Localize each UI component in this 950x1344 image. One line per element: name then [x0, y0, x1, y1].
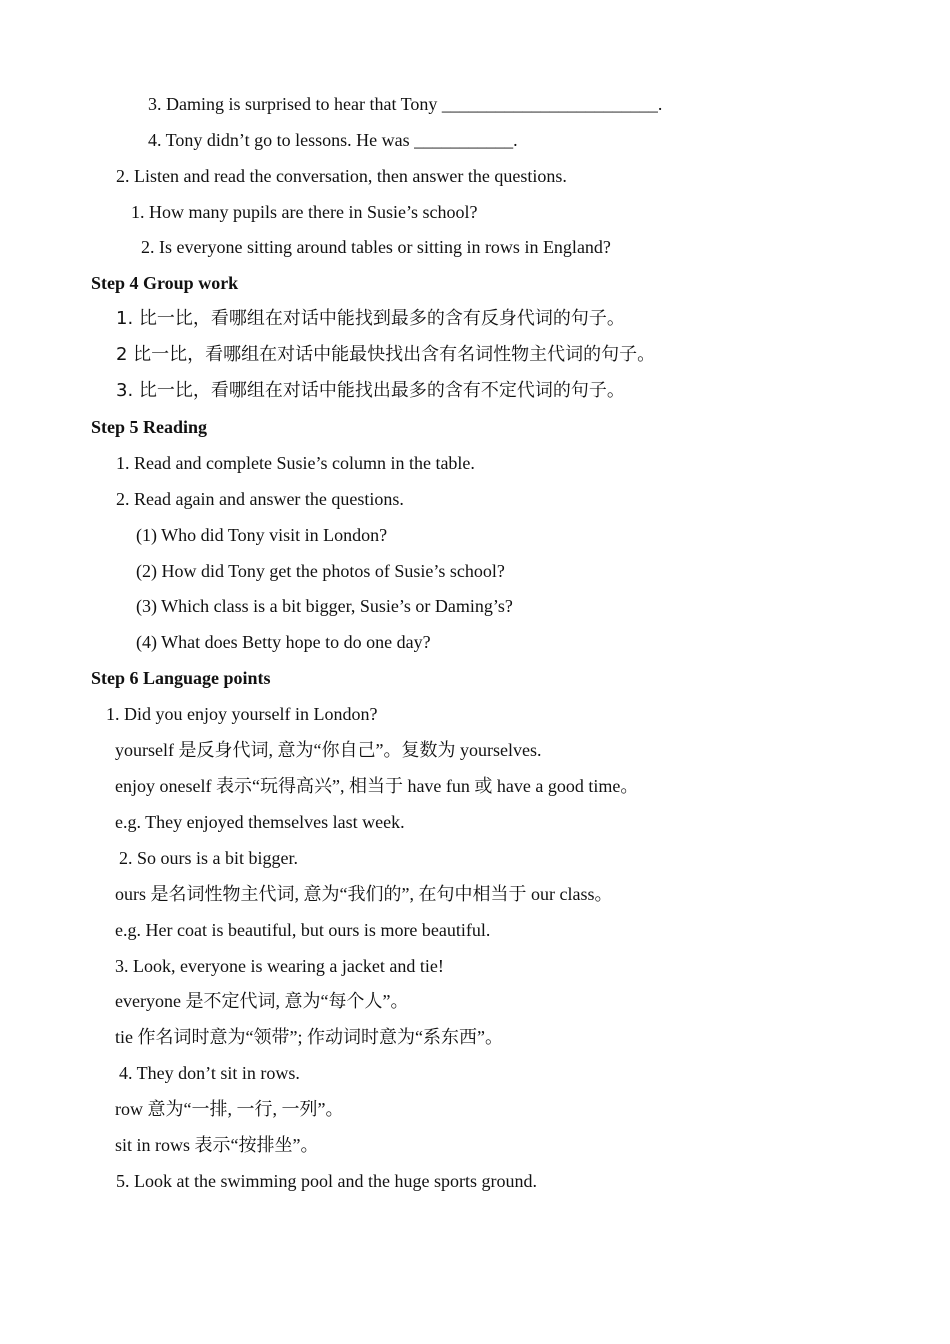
group-task-1: 1. 比一比，看哪组在对话中能找到最多的含有反身代词的句子。	[116, 308, 625, 329]
step-4-heading: Step 4 Group work	[91, 273, 239, 293]
reading-question-4: (4) What does Betty hope to do one day?	[136, 632, 431, 652]
language-point-5: 5. Look at the swimming pool and the huge sports ground.	[116, 1171, 537, 1191]
reading-task-2: 2. Read again and answer the questions.	[116, 489, 404, 509]
question-2: 2. Is everyone sitting around tables or sitting in rows in England?	[141, 237, 611, 257]
exercise-item-4: 4. Tony didn’t go to lessons. He was ___________.	[148, 130, 518, 150]
reading-question-1: (1) Who did Tony visit in London?	[136, 525, 388, 545]
step-5-heading: Step 5 Reading	[91, 417, 208, 437]
language-point-2: 2. So ours is a bit bigger.	[119, 848, 298, 868]
language-note: sit in rows 表示“按排坐”。	[115, 1135, 319, 1155]
reading-question-2: (2) How did Tony get the photos of Susie’s school?	[136, 561, 505, 581]
language-point-3: 3. Look, everyone is wearing a jacket and tie!	[115, 956, 444, 976]
language-note: tie 作名词时意为“领带”; 作动词时意为“系东西”。	[115, 1027, 503, 1047]
group-task-3: 3. 比一比，看哪组在对话中能找出最多的含有不定代词的句子。	[116, 380, 625, 401]
language-point-4: 4. They don’t sit in rows.	[119, 1063, 300, 1083]
language-example: e.g. Her coat is beautiful, but ours is more beautiful.	[115, 920, 491, 940]
exercise-item-3: 3. Daming is surprised to hear that Tony ________________________.	[148, 94, 663, 114]
question-1: 1. How many pupils are there in Susie’s school?	[131, 202, 478, 222]
task-listen-read: 2. Listen and read the conversation, then answer the questions.	[116, 166, 567, 186]
language-note: yourself 是反身代词, 意为“你自己”。复数为 yourselves.	[115, 740, 542, 760]
language-note: everyone 是不定代词, 意为“每个人”。	[115, 991, 409, 1011]
language-note: row 意为“一排, 一行, 一列”。	[115, 1099, 344, 1119]
language-note: ours 是名词性物主代词, 意为“我们的”, 在句中相当于 our class。	[115, 884, 613, 904]
language-point-1: 1. Did you enjoy yourself in London?	[106, 704, 378, 724]
group-task-2: 2 比一比，看哪组在对话中能最快找出含有名词性物主代词的句子。	[116, 344, 656, 365]
reading-question-3: (3) Which class is a bit bigger, Susie’s or Daming’s?	[136, 596, 513, 616]
language-example: e.g. They enjoyed themselves last week.	[115, 812, 405, 832]
language-note: enjoy oneself 表示“玩得高兴”, 相当于 have fun 或 have a good time。	[115, 776, 639, 796]
reading-task-1: 1. Read and complete Susie’s column in the table.	[116, 453, 475, 473]
step-6-heading: Step 6 Language points	[91, 668, 271, 688]
